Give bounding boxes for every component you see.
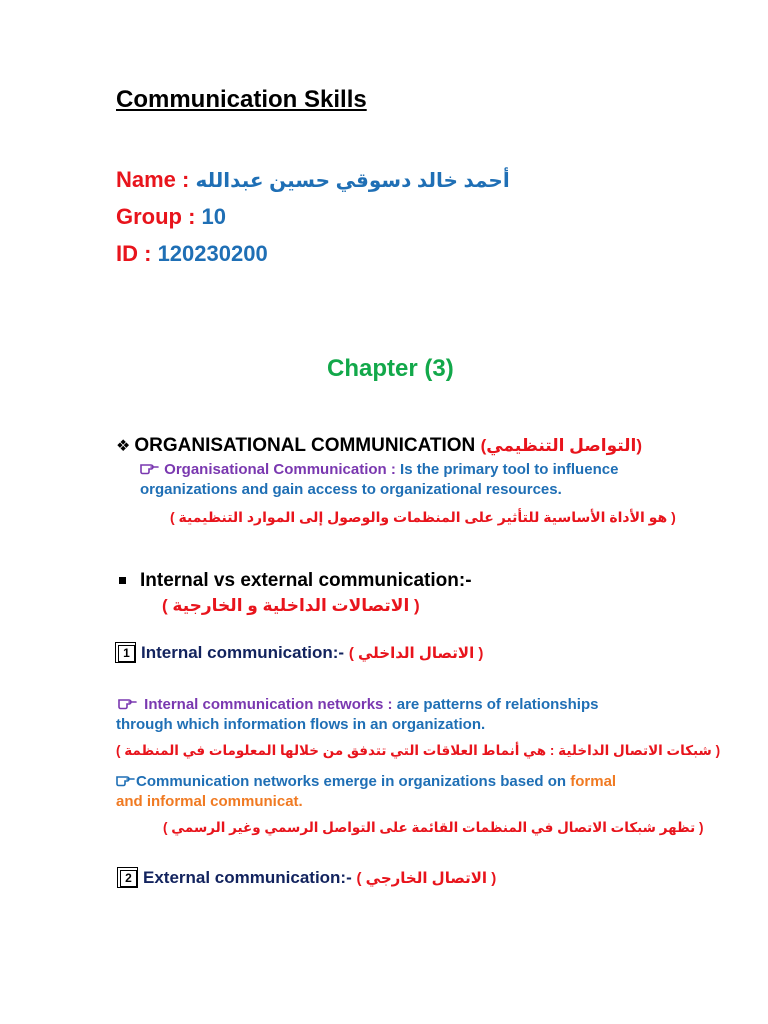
name-row xyxy=(116,167,510,193)
ivse-heading-row xyxy=(119,570,472,592)
org-def-text-2: organizations and gain access to organizational resources. xyxy=(140,481,562,498)
square-bullet-icon xyxy=(119,577,126,584)
internal-heading-ar: ( الاتصال الداخلي ) xyxy=(348,645,484,662)
internal-emerge-orange-1: formal xyxy=(570,773,617,790)
internal-heading: Internal communication:- xyxy=(141,643,345,662)
numbered-box-icon: 2 xyxy=(120,870,137,887)
group-value: 10 xyxy=(201,204,227,229)
numbered-box-icon: 1 xyxy=(118,645,135,662)
external-heading-ar: ( الاتصال الخارجي ) xyxy=(356,870,497,887)
org-def-text-1: Is the primary tool to influence xyxy=(400,461,619,478)
internal-emerge-ar: ( تظهر شبكات الاتصال في المنظمات القائمة على التواصل الرسمي وغير الرسمي ) xyxy=(163,820,704,835)
ivse-heading-ar: ( الاتصالات الداخلية و الخارجية ) xyxy=(162,596,420,615)
name-label: Name : xyxy=(116,167,196,192)
ivse-heading: Internal vs external communication:- xyxy=(140,570,472,591)
internal-net-text-1: are patterns of relationships xyxy=(396,696,599,713)
internal-emerge-text: Communication networks emerge in organizations based on xyxy=(136,773,571,790)
org-def-sep: : xyxy=(386,461,401,478)
group-row xyxy=(116,204,226,230)
document-title: Communication Skills xyxy=(116,86,367,113)
pointing-hand-icon xyxy=(116,696,140,714)
org-definition-line-1 xyxy=(140,461,618,479)
group-label: Group : xyxy=(116,204,202,229)
internal-net-line-1 xyxy=(116,696,598,714)
pointing-hand-icon xyxy=(140,461,160,479)
external-heading-row xyxy=(120,868,496,888)
name-value: أحمد خالد دسوقي حسين عبدالله xyxy=(195,170,510,192)
external-heading: External communication:- xyxy=(143,868,352,887)
org-def-term: Organisational Communication xyxy=(164,461,387,478)
org-def-ar: ( هو الأداة الأساسية للتأثير على المنظمات والوصول إلى الموارد التنظيمية ) xyxy=(170,509,676,525)
internal-net-ar: ( شبكات الاتصال الداخلية : هي أنماط العلاقات التي تتدفق من خلالها المعلومات في المنظمة ) xyxy=(116,743,721,758)
org-heading-row xyxy=(116,435,642,457)
diamond-bullet-icon: ❖ xyxy=(116,438,131,455)
id-label: ID : xyxy=(116,241,158,266)
internal-net-sep: : xyxy=(383,696,397,713)
internal-emerge-line-1 xyxy=(116,773,616,791)
internal-net-term: Internal communication networks xyxy=(144,696,384,713)
chapter-heading: Chapter (3) xyxy=(327,355,454,382)
internal-net-text-2: through which information flows in an organization. xyxy=(116,716,486,733)
id-row xyxy=(116,241,268,267)
pointing-hand-icon xyxy=(116,773,136,791)
id-value: 120230200 xyxy=(157,241,268,266)
org-heading: ORGANISATIONAL COMMUNICATION xyxy=(134,435,476,456)
internal-heading-row xyxy=(118,643,483,663)
org-heading-ar: (التواصل التنظيمي) xyxy=(480,436,643,455)
internal-emerge-orange-2: and informal communicat. xyxy=(116,793,303,810)
